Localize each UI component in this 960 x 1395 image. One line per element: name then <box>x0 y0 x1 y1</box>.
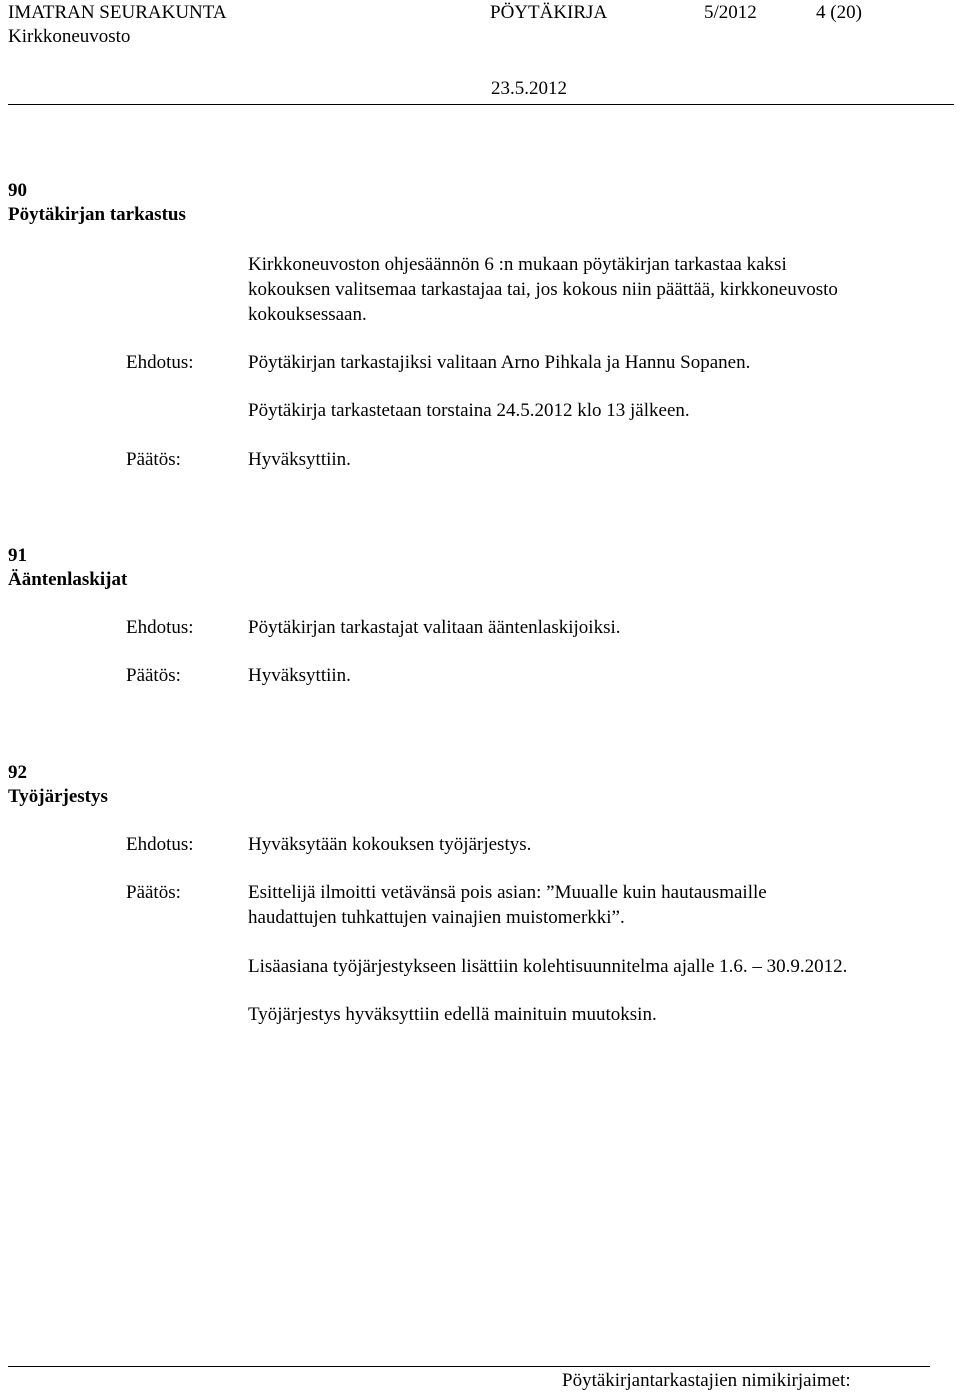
section-91-decision: Hyväksyttiin. <box>248 665 351 686</box>
header-divider <box>8 104 954 105</box>
section-90-title: Pöytäkirjan tarkastus <box>8 204 186 225</box>
section-92-proposal: Hyväksytään kokouksen työjärjestys. <box>248 834 532 855</box>
footer-divider <box>8 1366 930 1367</box>
section-91-number: 91 <box>8 545 27 566</box>
section-91-title: Ääntenlaskijat <box>8 569 128 590</box>
meeting-date: 23.5.2012 <box>491 78 567 99</box>
section-90-intro-line-1: Kirkkoneuvoston ohjesäännön 6 :n mukaan pöytäkirjan tarkastaa kaksi <box>248 254 787 275</box>
document-number: 5/2012 <box>704 2 757 23</box>
section-90-decision-label: Päätös: <box>126 449 181 470</box>
section-92-decision-extra-1: Lisäasiana työjärjestykseen lisättiin kolehtisuunnitelma ajalle 1.6. – 30.9.2012. <box>248 956 848 977</box>
governing-body: Kirkkoneuvosto <box>8 26 131 47</box>
section-90-intro-line-3: kokouksessaan. <box>248 304 367 325</box>
section-90-number: 90 <box>8 180 27 201</box>
section-92-title: Työjärjestys <box>8 786 108 807</box>
document-type: PÖYTÄKIRJA <box>490 2 608 23</box>
section-90-proposal-label: Ehdotus: <box>126 352 194 373</box>
section-90-proposal-extra: Pöytäkirja tarkastetaan torstaina 24.5.2012 klo 13 jälkeen. <box>248 400 690 421</box>
section-92-decision-line-2: haudattujen tuhkattujen vainajien muistomerkki”. <box>248 907 625 928</box>
section-90-intro-line-2: kokouksen valitsemaa tarkastajaa tai, jos kokous niin päättää, kirkkoneuvosto <box>248 279 838 300</box>
section-92-decision-extra-2: Työjärjestys hyväksyttiin edellä mainituin muutoksin. <box>248 1004 657 1025</box>
section-91-decision-label: Päätös: <box>126 665 181 686</box>
section-92-decision-label: Päätös: <box>126 882 181 903</box>
footer-initials-label: Pöytäkirjantarkastajien nimikirjaimet: <box>562 1370 851 1391</box>
organization-name: IMATRAN SEURAKUNTA <box>8 2 227 23</box>
section-91-proposal-label: Ehdotus: <box>126 617 194 638</box>
section-92-decision-line-1: Esittelijä ilmoitti vetävänsä pois asian: ”Muualle kuin hautausmaille <box>248 882 767 903</box>
section-92-proposal-label: Ehdotus: <box>126 834 194 855</box>
section-92-number: 92 <box>8 762 27 783</box>
section-90-proposal: Pöytäkirjan tarkastajiksi valitaan Arno Pihkala ja Hannu Sopanen. <box>248 352 751 373</box>
section-90-decision: Hyväksyttiin. <box>248 449 351 470</box>
page-number: 4 (20) <box>816 2 862 23</box>
section-91-proposal: Pöytäkirjan tarkastajat valitaan ääntenlaskijoiksi. <box>248 617 621 638</box>
